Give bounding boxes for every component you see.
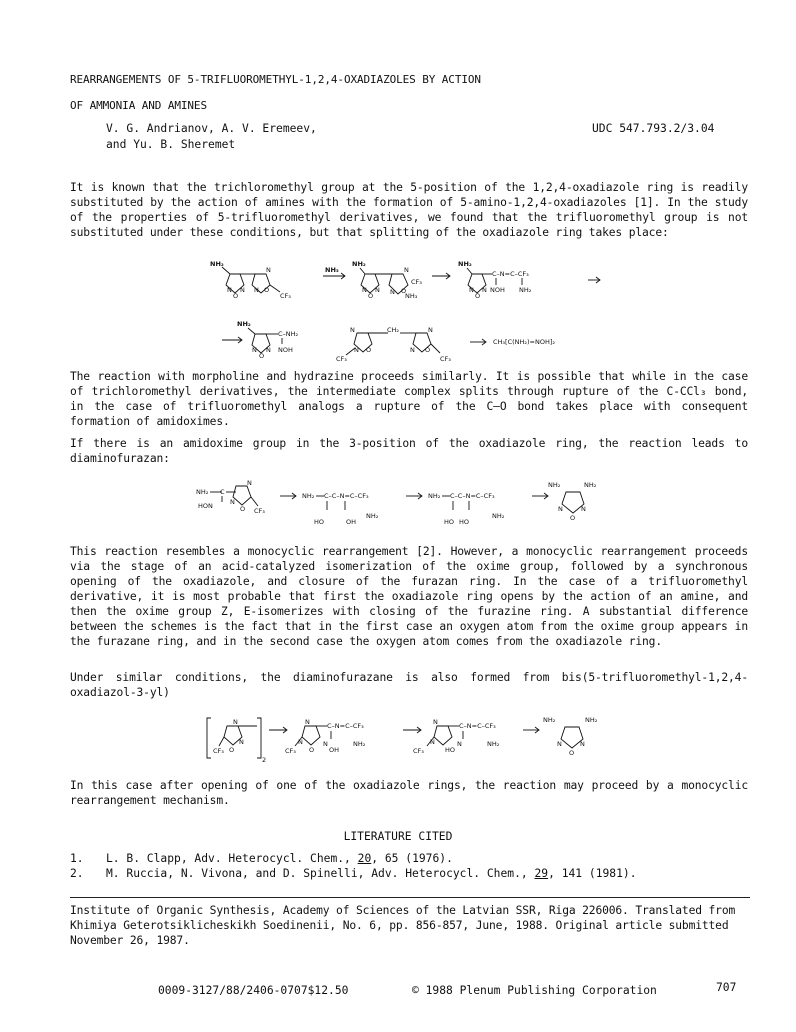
reference-volume: 29: [534, 867, 549, 880]
svg-text:CH₃[C(NH₂)=NOH]₂: CH₃[C(NH₂)=NOH]₂: [493, 338, 555, 346]
svg-text:N: N: [430, 738, 435, 746]
svg-text:N: N: [557, 740, 562, 748]
svg-text:C–N=C–CF₃: C–N=C–CF₃: [327, 722, 364, 730]
svg-text:N: N: [404, 266, 409, 274]
svg-text:N: N: [266, 266, 271, 274]
svg-text:O: O: [475, 292, 481, 300]
svg-text:N: N: [305, 718, 310, 726]
svg-text:N: N: [240, 286, 245, 294]
svg-text:N: N: [252, 346, 257, 354]
svg-text:C–N=C–CF₃: C–N=C–CF₃: [492, 270, 529, 278]
svg-text:C–N=C–CF₃: C–N=C–CF₃: [459, 722, 496, 730]
svg-text:N: N: [298, 738, 303, 746]
svg-text:N: N: [247, 479, 252, 487]
title-line-2: OF AMMONIA AND AMINES: [70, 99, 207, 112]
svg-text:2: 2: [262, 756, 267, 764]
svg-text:NH₂: NH₂: [353, 740, 366, 748]
svg-text:NH₂: NH₂: [543, 716, 556, 724]
svg-text:HO: HO: [444, 518, 455, 526]
reference-text: L. B. Clapp, Adv. Heterocycl. Chem.,: [106, 852, 358, 865]
svg-text:NH₂: NH₂: [366, 512, 379, 520]
svg-text:N: N: [482, 286, 487, 294]
svg-text:NH₂: NH₂: [237, 320, 251, 328]
svg-text:N: N: [410, 346, 415, 354]
svg-text:O: O: [264, 286, 270, 294]
footnote-divider: [70, 897, 750, 898]
svg-text:NH₂: NH₂: [302, 492, 315, 500]
svg-text:NOH: NOH: [278, 346, 293, 354]
svg-text:NH₂: NH₂: [492, 512, 505, 520]
svg-text:CF₃: CF₃: [213, 747, 224, 755]
page-number: 707: [716, 981, 737, 994]
svg-text:O: O: [229, 746, 235, 754]
reference-text: M. Ruccia, N. Vivona, and D. Spinelli, Adv. Heterocycl. Chem.,: [106, 867, 535, 880]
svg-text:O: O: [570, 514, 576, 522]
issn-code: 0009-3127/88/2406-0707$12.50: [158, 984, 349, 997]
svg-text:O: O: [368, 292, 374, 300]
svg-text:C: C: [220, 488, 225, 496]
reference-volume: 20: [357, 852, 372, 865]
paragraph-5: Under similar conditions, the diaminofurazane is also formed from bis(5-trifluoromethyl-1,2,4-oxadiazol-3-yl): [70, 671, 748, 699]
svg-text:CF₃: CF₃: [413, 747, 424, 755]
svg-text:NH₃: NH₃: [405, 292, 418, 300]
udc-code: UDC 547.793.2/3.04: [592, 122, 715, 135]
svg-text:CH₂: CH₂: [387, 326, 400, 334]
svg-text:O: O: [425, 346, 431, 354]
svg-text:N: N: [390, 288, 395, 296]
svg-text:NH₂: NH₂: [428, 492, 441, 500]
svg-text:CF₃: CF₃: [280, 292, 291, 300]
svg-text:HO: HO: [445, 746, 456, 754]
reference-number: 1.: [70, 852, 84, 865]
reference-number: 2.: [70, 867, 84, 880]
svg-text:NOH: NOH: [490, 286, 505, 294]
svg-text:OH: OH: [346, 518, 357, 526]
svg-text:N: N: [469, 286, 474, 294]
svg-text:N: N: [350, 326, 355, 334]
svg-text:OH: OH: [329, 746, 340, 754]
svg-text:CF₃: CF₃: [336, 355, 347, 363]
svg-text:O: O: [233, 292, 239, 300]
svg-text:NH₂: NH₂: [458, 260, 472, 268]
reaction-scheme-2: [196, 480, 606, 538]
svg-text:N: N: [362, 286, 367, 294]
svg-text:CF₃: CF₃: [440, 355, 451, 363]
svg-text:NH₂: NH₂: [584, 481, 597, 489]
svg-text:NH₂: NH₂: [210, 260, 224, 268]
svg-text:CF₃: CF₃: [285, 747, 296, 755]
svg-text:HO: HO: [459, 518, 470, 526]
paper-title: [70, 67, 730, 119]
copyright-notice: © 1988 Plenum Publishing Corporation: [412, 984, 657, 997]
svg-text:NH₃: NH₃: [325, 266, 339, 274]
reference-1: [70, 851, 750, 866]
svg-text:O: O: [259, 352, 265, 360]
svg-text:N: N: [354, 346, 359, 354]
reaction-scheme-1: [200, 258, 620, 370]
reaction-scheme-3: [205, 712, 605, 766]
authors-line-1: V. G. Andrianov, A. V. Eremeev,: [106, 122, 317, 135]
svg-text:NH₂: NH₂: [519, 286, 532, 294]
svg-text:NH₂: NH₂: [548, 481, 561, 489]
reference-2: [70, 866, 750, 881]
paragraph-3: If there is an amidoxime group in the 3-position of the oxadiazole ring, the reaction leads to diaminofurazan:: [70, 437, 748, 465]
svg-text:O: O: [569, 749, 575, 757]
svg-text:N: N: [457, 740, 462, 748]
svg-text:NH₂: NH₂: [196, 488, 209, 496]
authors-line-2: and Yu. B. Sheremet: [106, 138, 236, 151]
svg-text:O: O: [240, 505, 246, 513]
authors: [106, 121, 436, 153]
institute-footnote: Institute of Organic Synthesis, Academy of Sciences of the Latvian SSR, Riga 226006. Translated from Khimiya Geterotsiklicheskikh Soedinenii, No. 6, pp. 856-857, June, 1988. Original article submitted November 26, 1987.: [70, 904, 736, 947]
svg-text:NH₂: NH₂: [352, 260, 366, 268]
svg-text:N: N: [227, 286, 232, 294]
svg-text:N: N: [239, 738, 244, 746]
svg-text:N: N: [428, 326, 433, 334]
svg-text:C–C–N=C–CF₃: C–C–N=C–CF₃: [324, 492, 369, 500]
svg-text:N: N: [233, 718, 238, 726]
svg-text:N: N: [581, 505, 586, 513]
svg-text:NH₂: NH₂: [585, 716, 598, 724]
paragraph-4: This reaction resembles a monocyclic rearrangement [2]. However, a monocyclic rearrangement proceeds via the stage of an acid-catalyzed isomerization of the oxime group, followed by a synchronous opening of the oxadiazole, and closure of the furazan ring. In the case of a trifluoromethyl derivative, it is most probable that first the oxadiazole ring opens by the action of an amine, and then the oxime group Z, E-isomerizes with closing of the furazine ring. A substantial difference between the schemes is the fact that in the first case an oxygen atom from the oxime group appears in the furazane ring, and in the second case the oxygen atom comes from the oxadiazole ring.: [70, 545, 748, 648]
svg-text:N: N: [433, 718, 438, 726]
svg-text:O: O: [309, 746, 315, 754]
svg-text:O: O: [401, 287, 407, 295]
title-line-1: REARRANGEMENTS OF 5-TRIFLUOROMETHYL-1,2,4-OXADIAZOLES BY ACTION: [70, 73, 481, 86]
literature-heading: LITERATURE CITED: [343, 830, 453, 843]
reference-tail: , 141 (1981).: [548, 867, 637, 880]
svg-text:N: N: [580, 740, 585, 748]
svg-text:N: N: [375, 286, 380, 294]
svg-text:HO: HO: [314, 518, 325, 526]
svg-text:N: N: [266, 346, 271, 354]
svg-text:CF₃: CF₃: [254, 507, 265, 515]
svg-text:NH₂: NH₂: [487, 740, 500, 748]
svg-text:HON: HON: [198, 502, 213, 510]
paragraph-1: It is known that the trichloromethyl group at the 5-position of the 1,2,4-oxadiazole ring is readily substituted by the action of amines with the formation of 5-amino-1,2,4-oxadiazoles [1]. In the study of the properties of 5-trifluoromethyl derivatives, we found that the trifluoromethyl group is not substituted under these conditions, but that splitting of the oxadiazole ring takes place:: [70, 181, 748, 239]
svg-text:N: N: [323, 740, 328, 748]
reference-tail: , 65 (1976).: [371, 852, 453, 865]
paragraph-2: The reaction with morpholine and hydrazine proceeds similarly. It is possible that while in the case of trichloromethyl derivatives, the intermediate complex splits through rupture of the C-CCl₃ bond, in the case of trifluoromethyl analogs a rupture of the C–O bond takes place with consequent formation of amidoximes.: [70, 370, 748, 428]
svg-text:O: O: [366, 346, 372, 354]
svg-text:C–C–N=C–CF₃: C–C–N=C–CF₃: [450, 492, 495, 500]
svg-text:N: N: [254, 286, 259, 294]
svg-text:CF₃: CF₃: [411, 278, 422, 286]
svg-text:N: N: [230, 498, 235, 506]
svg-text:N: N: [558, 505, 563, 513]
svg-text:C–NH₂: C–NH₂: [278, 330, 299, 338]
paragraph-6: In this case after opening of one of the oxadiazole rings, the reaction may proceed by a monocyclic rearrangement mechanism.: [70, 779, 748, 807]
